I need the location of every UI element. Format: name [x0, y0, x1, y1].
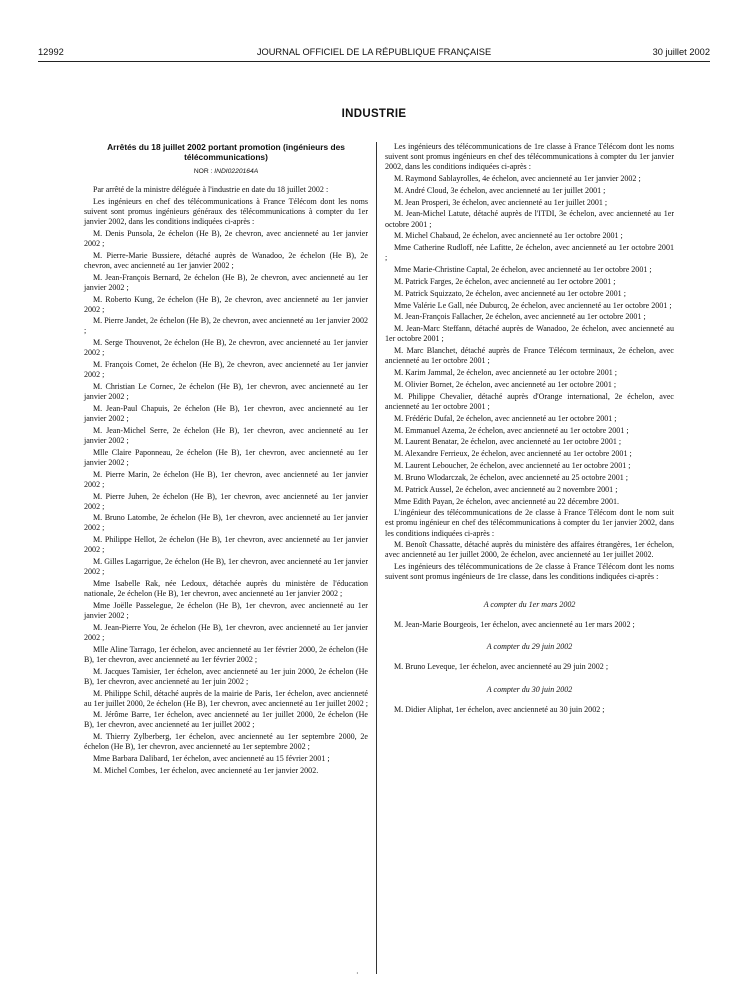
paragraph: M. Patrick Aussel, 2e échelon, avec ancienneté au 2 novembre 2001 ;: [394, 484, 618, 494]
paragraph: Mme Barbara Dalibard, 1er échelon, avec ancienneté au 15 février 2001 ;: [93, 754, 330, 764]
paragraph: M. Pierre Jandet, 2e échelon (He B), 2e chevron, avec ancienneté au 1er janvier 2002 ;: [84, 316, 368, 336]
paragraph: M. Denis Punsola, 2e échelon (He B), 2e chevron, avec ancienneté au 1er janvier 2002 ;: [84, 228, 368, 248]
paragraph: M. Serge Thouvenot, 2e échelon (He B), 2e chevron, avec ancienneté au 1er janvier 2002 ;: [84, 338, 368, 358]
paragraph: M. André Cloud, 3e échelon, avec ancienneté au 1er juillet 2001 ;: [394, 185, 606, 195]
paragraph: Mlle Aline Tarrago, 1er échelon, avec ancienneté au 1er février 2000, 2e échelon (He B), 1er chevron, avec ancienneté au 1er février 2002 ;: [84, 644, 368, 664]
paragraph: Mlle Claire Paponneau, 2e échelon (He B), 1er chevron, avec ancienneté au 1er janvier 2002 ;: [84, 447, 368, 467]
paragraph: M. Alexandre Ferrieux, 2e échelon, avec ancienneté au 1er octobre 2001 ;: [394, 449, 632, 459]
subsection-heading: A compter du 29 juin 2002: [486, 642, 573, 652]
arrete-title: Arrêtés du 18 juillet 2002 portant promotion (ingénieurs des télécommunications): [107, 142, 345, 162]
paragraph: Mme Isabelle Rak, née Ledoux, détachée auprès du ministère de l'éducation nationale, 2e échelon (He B), 1er chevron, avec ancienneté au 1er janvier 2002 ;: [84, 579, 368, 599]
section-title: INDUSTRIE: [341, 108, 407, 120]
paragraph: M. Pierre-Marie Bussiere, détaché auprès de Wanadoo, 2e échelon (He B), 2e chevron, avec ancienneté au 1er janvier 2002 ;: [84, 250, 368, 270]
paragraph: M. Jérôme Barre, 1er échelon, avec ancienneté au 1er juillet 2000, 2e échelon (He B), 1er chevron, avec ancienneté au 1er juillet 2002 ;: [84, 710, 368, 730]
right-paragraphs: [385, 142, 674, 582]
paragraph: M. Jean-François Fallacher, 2e échelon, avec ancienneté au 1er octobre 2001 ;: [394, 312, 646, 322]
paragraph: M. Jean-Paul Chapuis, 2e échelon (He B), 1er chevron, avec ancienneté au 1er janvier 2002 ;: [84, 403, 368, 423]
nor-label: NOR :: [193, 168, 213, 175]
paragraph: M. Philippe Schil, détaché auprès de la mairie de Paris, 1er échelon, avec ancienneté au 1er juillet 2000, 2e échelon (He B), 1er chevron, avec ancienneté au 1er juillet 2002 ;: [84, 688, 368, 708]
paragraph: M. Jean-François Bernard, 2e échelon (He B), 2e chevron, avec ancienneté au 1er janvier 2002 ;: [84, 272, 368, 292]
paragraph: M. Laurent Benatar, 2e échelon, avec ancienneté au 1er octobre 2001 ;: [394, 437, 622, 447]
paragraph: M. Thierry Zylberberg, 1er échelon, avec ancienneté au 1er septembre 2000, 2e échelon (He B), 1er chevron, avec ancienneté au 1er septembre 2002 ;: [84, 732, 368, 752]
issue-date: 30 juillet 2002: [652, 47, 710, 57]
subsection-entry: M. Bruno Leveque, 1er échelon, avec ancienneté au 29 juin 2002 ;: [394, 662, 609, 672]
paragraph: M. Bruno Latombe, 2e échelon (He B), 1er chevron, avec ancienneté au 1er janvier 2002 ;: [84, 513, 368, 533]
paragraph: M. Roberto Kung, 2e échelon (He B), 2e chevron, avec ancienneté au 1er janvier 2002 ;: [84, 294, 368, 314]
paragraph: M. Philippe Hellot, 2e échelon (He B), 1er chevron, avec ancienneté au 1er janvier 2002 ;: [84, 535, 368, 555]
subsection-heading: A compter du 30 juin 2002: [486, 684, 573, 694]
paragraph: Les ingénieurs en chef des télécommunications à France Télécom dont les noms suivent sont promus ingénieurs généraux des télécommunications à compter du 1er janvier 2002, dans les conditions indiquées ci-après :: [84, 196, 368, 226]
left-paragraphs: [84, 185, 368, 776]
paragraph: M. Jean-Michel Latute, détaché auprès de l'ITDI, 3e échelon, avec ancienneté au 1er octobre 2001 ;: [385, 209, 674, 229]
page-footer-dot: ·: [356, 969, 359, 978]
paragraph: Les ingénieurs des télécommunications de 2e classe à France Télécom dont les noms suivent sont promus ingénieurs de 1re classe, dans les conditions indiquées ci-après :: [385, 562, 674, 582]
paragraph: M. Jean Prosperi, 3e échelon, avec ancienneté au 1er juillet 2001 ;: [394, 197, 608, 207]
paragraph: M. Michel Combes, 1er échelon, avec ancienneté au 1er janvier 2002.: [93, 766, 319, 776]
paragraph: M. Philippe Chevalier, détaché auprès d'Orange international, 2e échelon, avec ancienneté au 1er octobre 2001 ;: [385, 391, 674, 411]
subsection-heading: A compter du 1er mars 2002: [483, 600, 576, 610]
paragraph: Mme Edith Payan, 2e échelon, avec ancienneté au 22 décembre 2001.: [394, 496, 619, 506]
paragraph: Mme Catherine Rudloff, née Lafitte, 2e échelon, avec ancienneté au 1er octobre 2001 ;: [385, 243, 674, 263]
paragraph: M. Benoît Chassatte, détaché auprès du ministère des affaires étrangères, 1er échelon, avec ancienneté au 1er juillet 2000, 2e échelon, avec ancienneté au 1er juillet 2002.: [385, 540, 674, 560]
right-column: [385, 142, 674, 716]
header-rule: [38, 61, 710, 62]
paragraph: Mme Marie-Christine Captal, 2e échelon, avec ancienneté au 1er octobre 2001 ;: [394, 265, 652, 275]
page-header: [38, 47, 710, 61]
paragraph: M. Patrick Squizzato, 2e échelon, avec ancienneté au 1er octobre 2001 ;: [394, 288, 626, 298]
subsection-entry: M. Didier Aliphat, 1er échelon, avec ancienneté au 30 juin 2002 ;: [394, 704, 605, 714]
paragraph: M. Jean-Michel Serre, 2e échelon (He B), 1er chevron, avec ancienneté au 1er janvier 2002 ;: [84, 425, 368, 445]
paragraph: M. Jacques Tamisier, 1er échelon, avec ancienneté au 1er juin 2000, 2e échelon (He B), 1er chevron, avec ancienneté au 1er juin 2002 ;: [84, 666, 368, 686]
paragraph: Par arrêté de la ministre déléguée à l'industrie en date du 18 juillet 2002 :: [93, 185, 329, 195]
paragraph: M. François Comet, 2e échelon (He B), 2e chevron, avec ancienneté au 1er janvier 2002 ;: [84, 360, 368, 380]
paragraph: M. Patrick Farges, 2e échelon, avec ancienneté au 1er octobre 2001 ;: [394, 276, 616, 286]
paragraph: M. Frédéric Dufal, 2e échelon, avec ancienneté au 1er octobre 2001 ;: [394, 413, 617, 423]
paragraph: Les ingénieurs des télécommunications de 1re classe à France Télécom dont les noms suivent sont promus ingénieurs en chef des télécommunications à compter du 1er janvier 2002, dans les conditions indiquées ci-après :: [385, 142, 674, 172]
page-number: 12992: [38, 47, 64, 57]
paragraph: Mme Valérie Le Gall, née Duburcq, 2e échelon, avec ancienneté au 1er octobre 2001 ;: [394, 300, 672, 310]
paragraph: M. Karim Jammal, 2e échelon, avec ancienneté au 1er octobre 2001 ;: [394, 368, 617, 378]
nor-value: INDI0220164A: [214, 168, 259, 175]
paragraph: M. Olivier Bornet, 2e échelon, avec ancienneté au 1er octobre 2001 ;: [394, 379, 617, 389]
left-column: [84, 142, 368, 778]
paragraph: M. Laurent Leboucher, 2e échelon, avec ancienneté au 1er octobre 2001 ;: [394, 461, 631, 471]
subsection-entry: M. Jean-Marie Bourgeois, 1er échelon, avec ancienneté au 1er mars 2002 ;: [394, 620, 635, 630]
paragraph: M. Bruno Wlodarczak, 2e échelon, avec ancienneté au 25 octobre 2001 ;: [394, 472, 629, 482]
paragraph: M. Michel Chabaud, 2e échelon, avec ancienneté au 1er octobre 2001 ;: [394, 231, 623, 241]
paragraph: M. Gilles Lagarrigue, 2e échelon (He B), 1er chevron, avec ancienneté au 1er janvier 2002 ;: [84, 557, 368, 577]
paragraph: L'ingénieur des télécommunications de 2e classe à France Télécom dont le nom suit est promu ingénieur en chef des télécommunications à compter du 1er janvier 2002, dans les conditions indiquées ci-après :: [385, 508, 674, 538]
paragraph: M. Emmanuel Azema, 2e échelon, avec ancienneté au 1er octobre 2001 ;: [394, 425, 629, 435]
paragraph: M. Pierre Marin, 2e échelon (He B), 1er chevron, avec ancienneté au 1er janvier 2002 ;: [84, 469, 368, 489]
column-divider: [376, 142, 377, 974]
nor-reference: [84, 167, 368, 177]
subsections: [385, 600, 674, 714]
paragraph: M. Christian Le Cornec, 2e échelon (He B), 1er chevron, avec ancienneté au 1er janvier 2002 ;: [84, 382, 368, 402]
paragraph: M. Jean-Marc Steffann, détaché auprès de Wanadoo, 2e échelon, avec ancienneté au 1er octobre 2001 ;: [385, 324, 674, 344]
paragraph: Mme Joëlle Passelegue, 2e échelon (He B), 1er chevron, avec ancienneté au 1er janvier 2002 ;: [84, 600, 368, 621]
paragraph: M. Jean-Pierre You, 2e échelon (He B), 1er chevron, avec ancienneté au 1er janvier 2002 ;: [84, 622, 368, 642]
paragraph: M. Marc Blanchet, détaché auprès de France Télécom terminaux, 2e échelon, avec ancienneté au 1er octobre 2001 ;: [385, 346, 674, 366]
journal-title: JOURNAL OFFICIEL DE LA RÉPUBLIQUE FRANÇAISE: [256, 47, 492, 57]
paragraph: M. Pierre Juhen, 2e échelon (He B), 1er chevron, avec ancienneté au 1er janvier 2002 ;: [84, 491, 368, 511]
paragraph: M. Raymond Sablayrolles, 4e échelon, avec ancienneté au 1er janvier 2002 ;: [394, 173, 641, 183]
